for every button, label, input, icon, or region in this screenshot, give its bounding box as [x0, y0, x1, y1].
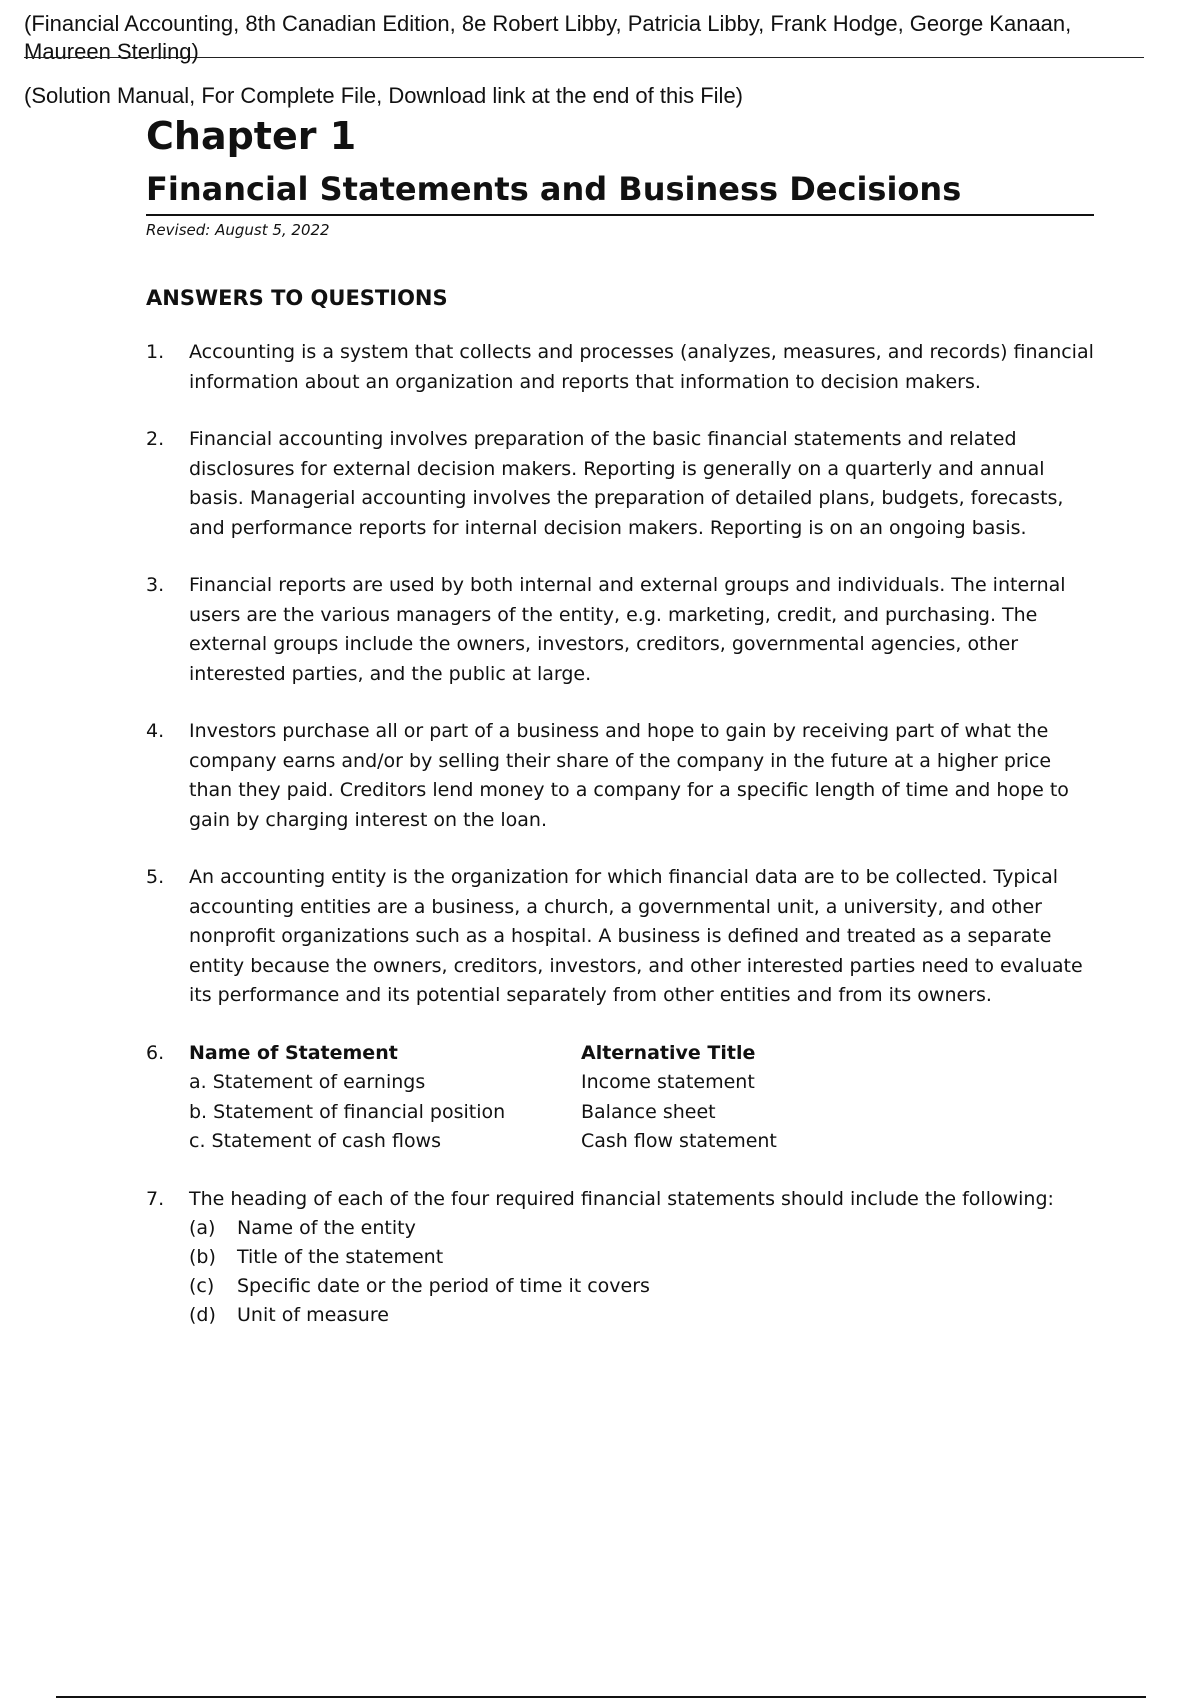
list-item — [189, 1272, 1096, 1301]
list-item-letter: (d) — [189, 1304, 216, 1326]
footer-divider — [56, 1696, 1146, 1698]
answer-number: 4. — [146, 720, 165, 742]
revised-date: Revised: August 5, 2022 — [146, 221, 330, 239]
header-divider — [24, 57, 1144, 58]
answer-number: 6. — [146, 1041, 165, 1064]
statement-name: a. Statement of earnings — [189, 1071, 426, 1093]
statement-name: c. Statement of cash flows — [189, 1130, 442, 1152]
answer-number: 5. — [146, 866, 165, 888]
answer-number: 3. — [146, 574, 165, 596]
heading-elements-list — [189, 1214, 1096, 1330]
list-item — [189, 1301, 1096, 1330]
solution-manual-note: (Solution Manual, For Complete File, Download link at the end of this File) — [24, 83, 744, 108]
table-header-row — [189, 1039, 777, 1069]
list-item-text: Name of the entity — [237, 1217, 416, 1239]
answer-text: The heading of each of the four required financial statements should include the following: — [189, 1187, 1054, 1210]
answer-2 — [146, 425, 1096, 543]
list-item — [189, 1243, 1096, 1272]
list-item-text: Unit of measure — [237, 1304, 389, 1326]
column-header-alternative: Alternative Title — [581, 1041, 756, 1064]
answer-text: Investors purchase all or part of a business and hope to gain by receiving part of what the company earns and/or by selling their share of the company in the future at a higher price than they paid. Creditors lend money to a company for a specific length of time and hope to gain by charging interest on the loan. — [189, 720, 1069, 831]
answer-number: 1. — [146, 341, 165, 363]
document-body — [146, 112, 1096, 1358]
answer-7 — [146, 1185, 1096, 1331]
statement-names-table — [189, 1039, 777, 1157]
statement-alternative-title: Income statement — [581, 1071, 755, 1093]
list-item-text: Title of the statement — [237, 1246, 444, 1268]
list-item — [189, 1214, 1096, 1243]
section-heading: ANSWERS TO QUESTIONS — [146, 286, 448, 310]
column-header-name: Name of Statement — [189, 1041, 398, 1064]
answer-number: 2. — [146, 428, 165, 450]
source-header-line1: (Financial Accounting, 8th Canadian Edition, 8e Robert Libby, Patricia Libby, Frank Hodge, George Kanaan, — [24, 11, 1072, 36]
answer-number: 7. — [146, 1187, 165, 1210]
answer-text: An accounting entity is the organization for which financial data are to be collected. Typical accounting entities are a business, a church, a governmental unit, a university, and other nonprofit organizations such as a hospital. A business is defined and treated as a separate entity because the owners, creditors, investors, and other interested parties need to evaluate its performance and its potential separately from other entities and from its owners. — [189, 866, 1083, 1006]
statement-alternative-title: Balance sheet — [581, 1100, 716, 1123]
statement-name: b. Statement of financial position — [189, 1100, 506, 1123]
answer-6 — [146, 1039, 1096, 1157]
list-item-letter: (a) — [189, 1217, 216, 1239]
list-item-letter: (c) — [189, 1275, 215, 1297]
answer-text: Financial reports are used by both internal and external groups and individuals. The internal users are the various managers of the entity, e.g. marketing, credit, and purchasing. The external groups include the owners, investors, creditors, governmental agencies, other interested parties, and the public at large. — [189, 574, 1066, 685]
answer-text: Financial accounting involves preparation of the basic financial statements and related disclosures for external decision makers. Reporting is generally on a quarterly and annual basis. Managerial accounting involves the preparation of detailed plans, budgets, forecasts, and performance reports for internal decision makers. Reporting is on an ongoing basis. — [189, 428, 1064, 539]
statement-alternative-title: Cash flow statement — [581, 1130, 777, 1152]
list-item-text: Specific date or the period of time it covers — [237, 1275, 650, 1297]
answer-5 — [146, 863, 1096, 1011]
table-row — [189, 1098, 777, 1128]
chapter-title: Chapter 1 — [146, 114, 357, 158]
answers-list — [146, 338, 1096, 1330]
table-row — [189, 1068, 777, 1098]
title-divider — [146, 214, 1094, 216]
answer-text: Accounting is a system that collects and processes (analyzes, measures, and records) financial information about an organization and reports that information to decision makers. — [189, 341, 1094, 393]
source-header-line2: Maureen Sterling) — [24, 39, 199, 64]
answer-3 — [146, 571, 1096, 689]
answer-4 — [146, 717, 1096, 835]
list-item-letter: (b) — [189, 1246, 216, 1268]
answer-1 — [146, 338, 1096, 397]
chapter-subtitle: Financial Statements and Business Decisions — [146, 170, 962, 208]
table-row — [189, 1127, 777, 1157]
